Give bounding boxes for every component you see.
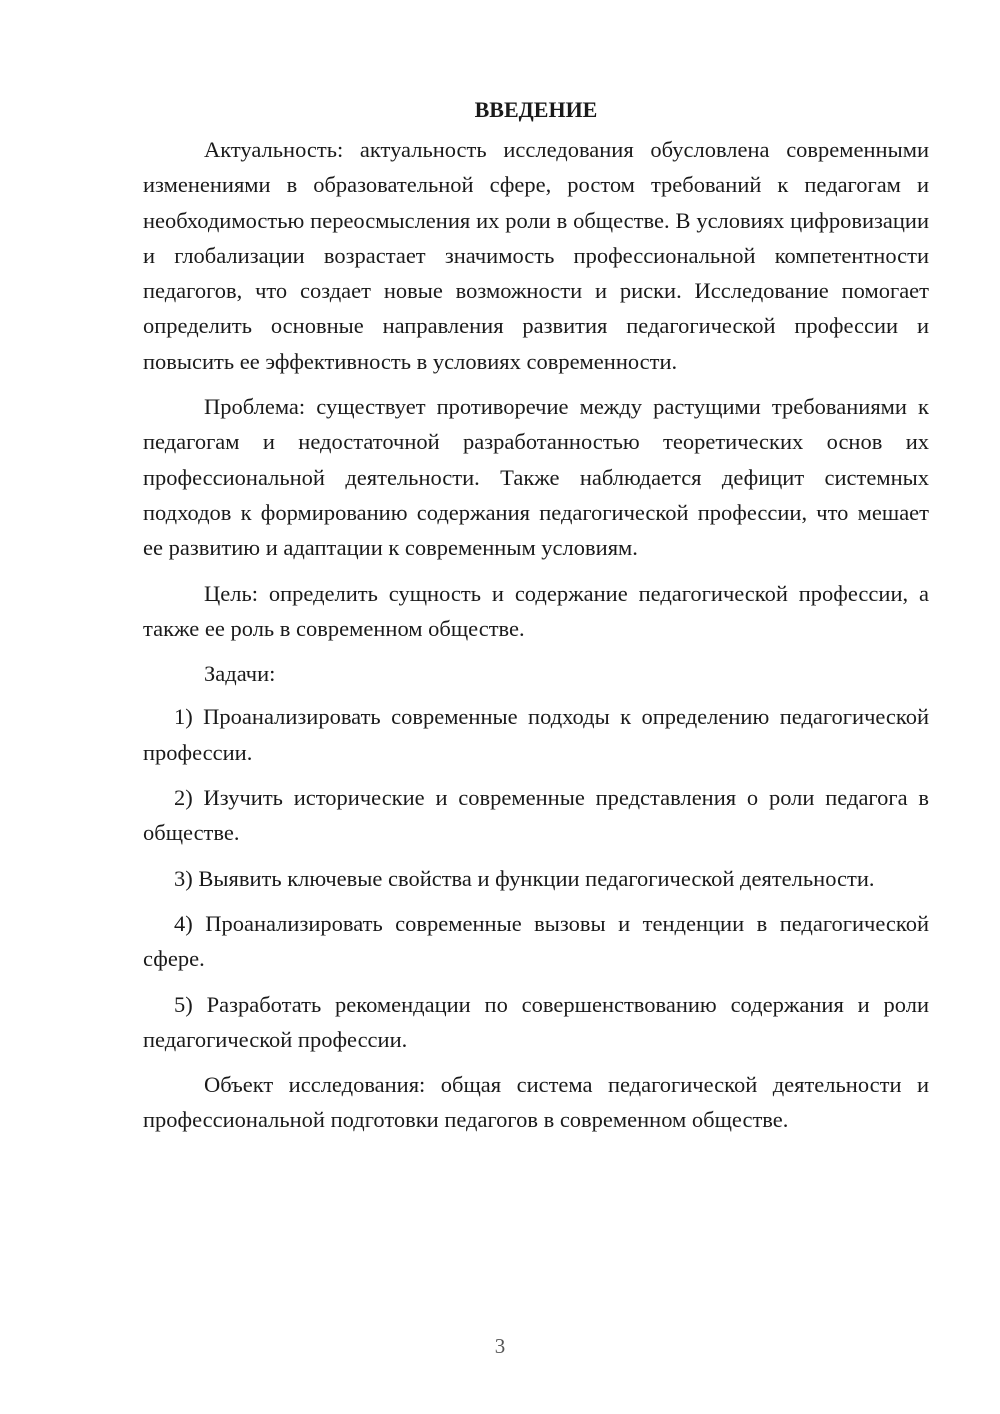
document-page	[143, 96, 929, 1138]
section-title: ВВЕДЕНИЕ	[474, 97, 598, 122]
paragraph-object: Объект исследования: общая система педагогической деятельности и профессиональной подготовки педагогов в современном обществе.	[143, 1072, 929, 1133]
paragraph-problem: Проблема: существует противоречие между растущими требованиями к педагогам и недостаточной разработанностью теоретических основ их профессиональной деятельности. Также наблюдается дефицит системных подходов к формированию содержания педагогической профессии, что мешает ее развитию и адаптации к современным условиям.	[143, 394, 929, 561]
task-item-5: 5) Разработать рекомендации по совершенствованию содержания и роли педагогической профессии.	[143, 991, 929, 1052]
task-item-2: 2) Изучить исторические и современные представления о роли педагога в обществе.	[143, 785, 929, 846]
task-item-4: 4) Проанализировать современные вызовы и тенденции в педагогической сфере.	[143, 910, 929, 972]
task-item-1: 1) Проанализировать современные подходы к определению педагогической профессии.	[143, 704, 929, 765]
paragraph-relevance: Актуальность: актуальность исследования обусловлена современными изменениями в образовательной сфере, ростом требований к педагогам и необходимостью переосмысления их роли в обществе. В условиях цифровизации и глобализации возрастает значимость профессиональной компетентности педагогов, что создает новые возможности и риски. Исследование помогает определить основные направления развития педагогической профессии и повысить ее эффективность в условиях современности.	[143, 137, 929, 374]
page-number: 3	[494, 1334, 506, 1358]
tasks-label: Задачи:	[204, 661, 276, 687]
paragraph-goal: Цель: определить сущность и содержание педагогической профессии, а также ее роль в современном обществе.	[143, 580, 929, 641]
task-item-3: 3) Выявить ключевые свойства и функции педагогической деятельности.	[174, 865, 875, 891]
